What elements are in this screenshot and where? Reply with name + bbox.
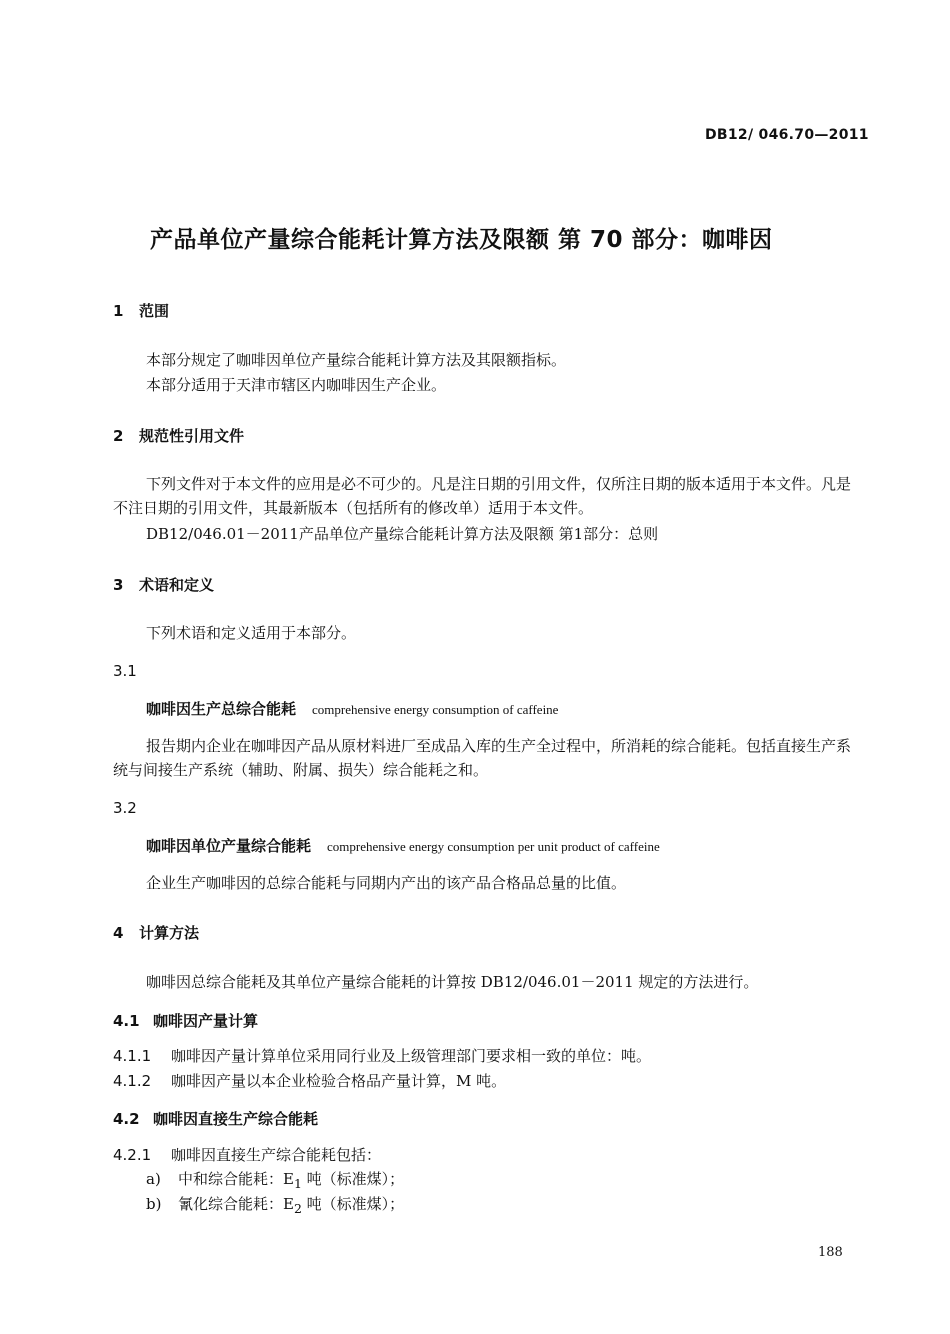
subsection-4-2-heading <box>113 1108 318 1129</box>
section-2-heading <box>113 425 244 446</box>
clause-number: 3.2 <box>113 799 137 817</box>
clause-text: 咖啡因产量以本企业检验合格品产量计算，M 吨。 <box>171 1072 507 1090</box>
paragraph: 下列术语和定义适用于本部分。 <box>146 624 357 642</box>
section-number: 4.2 <box>113 1110 140 1128</box>
clause-number: 3.1 <box>113 662 137 680</box>
list-label: b) <box>146 1195 162 1213</box>
section-4-heading <box>113 922 199 943</box>
clause-number: 4.1.1 <box>113 1047 152 1065</box>
page-number: 188 <box>818 1245 843 1260</box>
clause-item <box>113 1144 381 1165</box>
section-3-heading <box>113 574 214 595</box>
term-entry <box>146 698 558 719</box>
subsection-4-1-heading <box>113 1010 258 1031</box>
paragraph: 本部分适用于天津市辖区内咖啡因生产企业。 <box>146 376 447 394</box>
section-number: 3 <box>113 576 124 594</box>
clause-item <box>113 1045 651 1066</box>
term-chinese: 咖啡因生产总综合能耗 <box>146 700 297 718</box>
term-entry <box>146 835 660 856</box>
term-english: comprehensive energy consumption per unit product of caffeine <box>327 839 660 854</box>
list-text: 氰化综合能耗：E <box>178 1195 294 1213</box>
section-title: 咖啡因产量计算 <box>153 1012 259 1030</box>
normative-reference: DB12/046.01－2011产品单位产量综合能耗计算方法及限额 第1部分：总则 <box>146 525 659 543</box>
list-item <box>146 1168 404 1191</box>
section-title: 咖啡因直接生产综合能耗 <box>153 1110 319 1128</box>
section-number: 4 <box>113 924 124 942</box>
paragraph: 下列文件对于本文件的应用是必不可少的。凡是注日期的引用文件，仅所注日期的版本适用于本文件。凡是不注日期的引用文件，其最新版本（包括所有的修改单）适用于本文件。 <box>113 475 852 517</box>
section-title: 范围 <box>139 302 170 320</box>
subscript: 2 <box>293 1201 302 1216</box>
section-title: 计算方法 <box>139 924 200 942</box>
list-label: a) <box>146 1170 161 1188</box>
section-number: 4.1 <box>113 1012 140 1030</box>
clause-number: 4.1.2 <box>113 1072 152 1090</box>
document-title: 产品单位产量综合能耗计算方法及限额 第 70 部分：咖啡因 <box>150 227 773 253</box>
section-number: 2 <box>113 427 124 445</box>
term-definition: 企业生产咖啡因的总综合能耗与同期内产出的该产品合格品总量的比值。 <box>146 874 627 892</box>
subscript: 1 <box>293 1176 302 1191</box>
clause-item <box>113 1070 506 1091</box>
term-chinese: 咖啡因单位产量综合能耗 <box>146 837 312 855</box>
section-number: 1 <box>113 302 124 320</box>
list-item <box>146 1193 404 1216</box>
clause-text: 咖啡因直接生产综合能耗包括： <box>171 1146 382 1164</box>
paragraph: 咖啡因总综合能耗及其单位产量综合能耗的计算按 DB12/046.01－2011 规定的方法进行。 <box>146 973 759 991</box>
paragraph: 本部分规定了咖啡因单位产量综合能耗计算方法及其限额指标。 <box>146 351 567 369</box>
list-text: 中和综合能耗：E <box>178 1170 294 1188</box>
clause-number: 4.2.1 <box>113 1146 152 1164</box>
section-title: 术语和定义 <box>139 576 215 594</box>
list-unit: 吨（标准煤）； <box>301 1195 405 1213</box>
clause-text: 咖啡因产量计算单位采用同行业及上级管理部门要求相一致的单位：吨。 <box>171 1047 652 1065</box>
term-definition: 报告期内企业在咖啡因产品从原材料进厂至成品入库的生产全过程中，所消耗的综合能耗。包括直接生产系统与间接生产系统（辅助、附属、损失）综合能耗之和。 <box>113 737 852 779</box>
section-title: 规范性引用文件 <box>139 427 245 445</box>
term-english: comprehensive energy consumption of caffeine <box>312 702 559 717</box>
document-code: DB12/ 046.70—2011 <box>705 127 869 143</box>
list-unit: 吨（标准煤）； <box>301 1170 405 1188</box>
section-1-heading <box>113 300 169 321</box>
